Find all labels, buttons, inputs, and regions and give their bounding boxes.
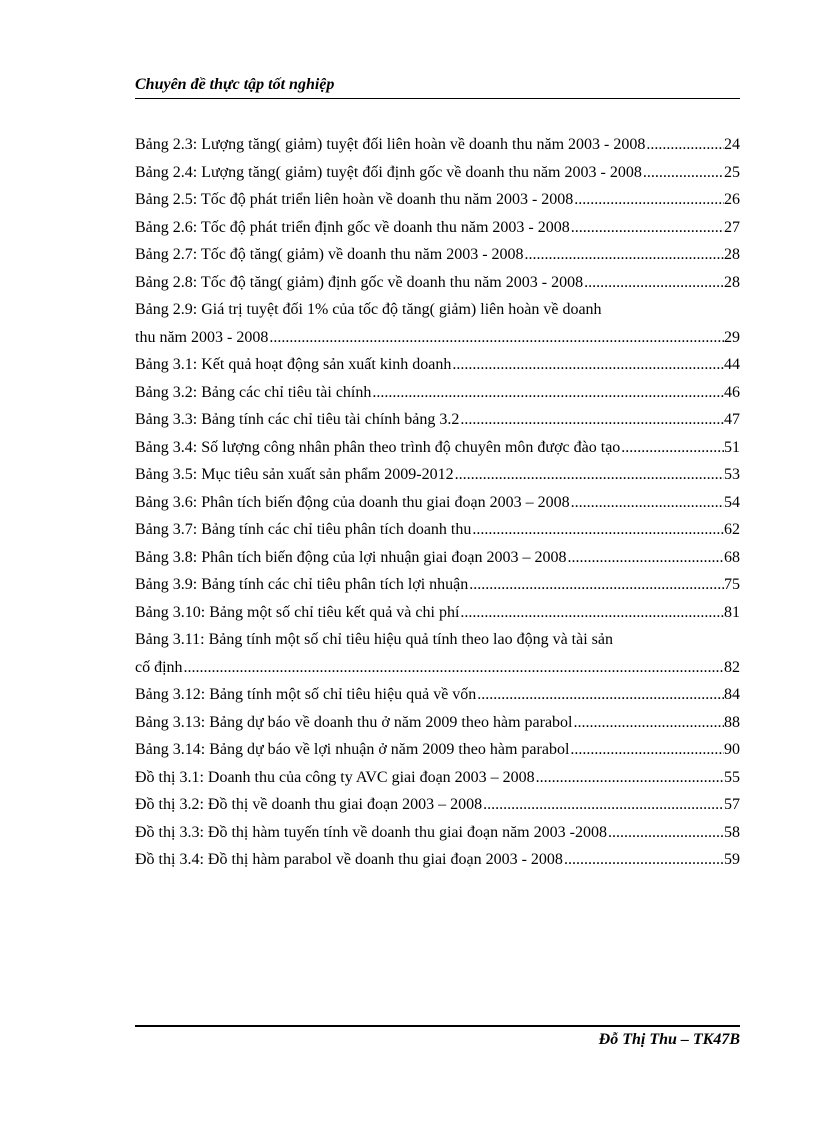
toc-page-number: 29: [724, 328, 740, 346]
toc-page-number: 75: [724, 576, 740, 593]
dot-leader: [183, 654, 724, 682]
toc-entry[interactable]: [135, 736, 740, 764]
toc-entry[interactable]: [135, 626, 740, 681]
toc-page-number: 88: [724, 713, 740, 731]
dot-leader: [570, 214, 724, 242]
toc-entry-text: Bảng 3.5: Mục tiêu sản xuất sản phẩm 2009-2012: [135, 466, 454, 483]
toc-entry-text: Bảng 2.4: Lượng tăng( giảm) tuyệt đối định gốc về doanh thu năm 2003 - 2008: [135, 163, 642, 181]
toc-entry-text: Bảng 3.1: Kết quả hoạt động sản xuất kinh doanh: [135, 356, 452, 373]
toc-entry-text: Bảng 3.4: Số lượng công nhân phân theo trình độ chuyên môn được đào tạo: [135, 438, 621, 456]
toc-entry[interactable]: [135, 159, 740, 187]
toc-entry-text: Đồ thị 3.4: Đồ thị hàm parabol về doanh thu giai đoạn 2003 - 2008: [135, 851, 563, 868]
dot-leader: [454, 461, 724, 489]
toc-page-number: 81: [724, 603, 740, 621]
toc-entry-text: Bảng 3.6: Phân tích biến động của doanh thu giai đoạn 2003 – 2008: [135, 493, 570, 511]
toc-page-number: 25: [724, 163, 740, 181]
toc-page-number: 55: [724, 768, 740, 786]
toc-page-number: 51: [724, 438, 740, 456]
toc-entry[interactable]: [135, 296, 740, 351]
toc-entry[interactable]: [135, 434, 740, 462]
dot-leader: [567, 544, 724, 572]
dot-leader: [573, 186, 724, 214]
toc-page-number: 44: [724, 356, 740, 373]
toc-entry-text: Bảng 3.2: Bảng các chỉ tiêu tài chính: [135, 383, 372, 401]
toc-entry-text-continued: thu năm 2003 - 2008: [135, 328, 269, 346]
toc-entry-text: Bảng 3.14: Bảng dự báo về lợi nhuận ở năm 2009 theo hàm parabol: [135, 741, 570, 758]
toc-entry-text: Bảng 2.8: Tốc độ tăng( giảm) định gốc về doanh thu năm 2003 - 2008: [135, 273, 584, 291]
toc-entry[interactable]: [135, 681, 740, 709]
toc-entry-text: Bảng 2.7: Tốc độ tăng( giảm) về doanh thu năm 2003 - 2008: [135, 246, 524, 263]
page-header: [135, 74, 740, 99]
toc-entry[interactable]: [135, 131, 740, 159]
table-of-contents: [135, 131, 740, 874]
dot-leader: [451, 351, 724, 379]
toc-page-number: 28: [724, 273, 740, 291]
dot-leader: [607, 819, 724, 847]
toc-entry[interactable]: [135, 351, 740, 379]
toc-entry-text: Bảng 3.7: Bảng tính các chỉ tiêu phân tích doanh thu: [135, 521, 472, 538]
dot-leader: [459, 599, 724, 627]
toc-entry-text: Bảng 2.9: Giá trị tuyệt đối 1% của tốc độ tăng( giảm) liên hoàn về doanh: [135, 301, 602, 318]
toc-page-number: 84: [724, 686, 740, 703]
toc-entry-text: Bảng 3.11: Bảng tính một số chỉ tiêu hiệu quả tính theo lao động và tài sản: [135, 631, 613, 648]
toc-page-number: 26: [724, 191, 740, 208]
page-footer: [135, 1025, 740, 1048]
toc-page-number: 28: [724, 246, 740, 263]
toc-page-number: 82: [724, 658, 740, 676]
dot-leader: [573, 709, 725, 737]
toc-entry-text: Bảng 2.5: Tốc độ phát triển liên hoàn về doanh thu năm 2003 - 2008: [135, 191, 574, 208]
toc-entry[interactable]: [135, 599, 740, 627]
toc-entry-text: Bảng 3.10: Bảng một số chỉ tiêu kết quả và chi phí: [135, 603, 460, 621]
toc-page-number: 59: [724, 851, 740, 868]
toc-entry[interactable]: [135, 571, 740, 599]
dot-leader: [620, 434, 724, 462]
author-signature: Đỗ Thị Thu – TK47B: [598, 1031, 740, 1048]
dot-leader: [645, 131, 724, 159]
toc-entry[interactable]: [135, 791, 740, 819]
toc-page-number: 24: [724, 136, 740, 153]
toc-entry[interactable]: [135, 489, 740, 517]
document-title: Chuyên đề thực tập tốt nghiệp: [135, 76, 335, 93]
toc-entry[interactable]: [135, 461, 740, 489]
toc-entry-text: Bảng 2.3: Lượng tăng( giảm) tuyệt đối liên hoàn về doanh thu năm 2003 - 2008: [135, 136, 646, 153]
toc-entry-text: Bảng 2.6: Tốc độ phát triển định gốc về doanh thu năm 2003 - 2008: [135, 218, 570, 236]
toc-page-number: 57: [724, 796, 740, 813]
toc-entry[interactable]: [135, 846, 740, 874]
dot-leader: [569, 736, 724, 764]
dot-leader: [535, 764, 724, 792]
toc-entry-text: Bảng 3.9: Bảng tính các chỉ tiêu phân tích lợi nhuận: [135, 576, 469, 593]
toc-entry-text: Bảng 3.8: Phân tích biến động của lợi nhuận giai đoạn 2003 – 2008: [135, 548, 567, 566]
dot-leader: [459, 406, 724, 434]
toc-entry-text: Bảng 3.12: Bảng tính một số chỉ tiêu hiệu quả về vốn: [135, 686, 477, 703]
toc-page-number: 68: [724, 548, 740, 566]
toc-page-number: 46: [724, 383, 740, 401]
dot-leader: [563, 846, 724, 874]
toc-page-number: 90: [724, 741, 740, 758]
dot-leader: [371, 379, 724, 407]
toc-entry[interactable]: [135, 269, 740, 297]
dot-leader: [583, 269, 724, 297]
dot-leader: [268, 324, 724, 352]
toc-entry[interactable]: [135, 516, 740, 544]
toc-page-number: 27: [724, 218, 740, 236]
toc-entry[interactable]: [135, 186, 740, 214]
dot-leader: [570, 489, 724, 517]
toc-entry[interactable]: [135, 406, 740, 434]
dot-leader: [642, 159, 724, 187]
toc-entry[interactable]: [135, 241, 740, 269]
toc-page-number: 58: [724, 823, 740, 841]
toc-entry[interactable]: [135, 819, 740, 847]
toc-entry[interactable]: [135, 544, 740, 572]
dot-leader: [524, 241, 724, 269]
toc-entry[interactable]: [135, 709, 740, 737]
toc-page-number: 53: [724, 466, 740, 483]
toc-page-number: 54: [724, 493, 740, 511]
toc-entry-text: Bảng 3.3: Bảng tính các chỉ tiêu tài chính bảng 3.2: [135, 411, 460, 428]
dot-leader: [476, 681, 724, 709]
toc-page-number: 62: [724, 521, 740, 538]
toc-entry-text: Đồ thị 3.3: Đồ thị hàm tuyến tính về doanh thu giai đoạn năm 2003 -2008: [135, 823, 607, 841]
dot-leader: [471, 516, 724, 544]
toc-entry-text-continued: cố định: [135, 658, 183, 676]
dot-leader: [468, 571, 724, 599]
toc-entry-text: Bảng 3.13: Bảng dự báo về doanh thu ở năm 2009 theo hàm parabol: [135, 713, 573, 731]
toc-entry[interactable]: [135, 214, 740, 242]
toc-page-number: 47: [724, 411, 740, 428]
toc-entry[interactable]: [135, 379, 740, 407]
toc-entry-text: Đồ thị 3.1: Doanh thu của công ty AVC giai đoạn 2003 – 2008: [135, 768, 535, 786]
toc-entry[interactable]: [135, 764, 740, 792]
dot-leader: [482, 791, 724, 819]
toc-entry-text: Đồ thị 3.2: Đồ thị về doanh thu giai đoạn 2003 – 2008: [135, 796, 483, 813]
